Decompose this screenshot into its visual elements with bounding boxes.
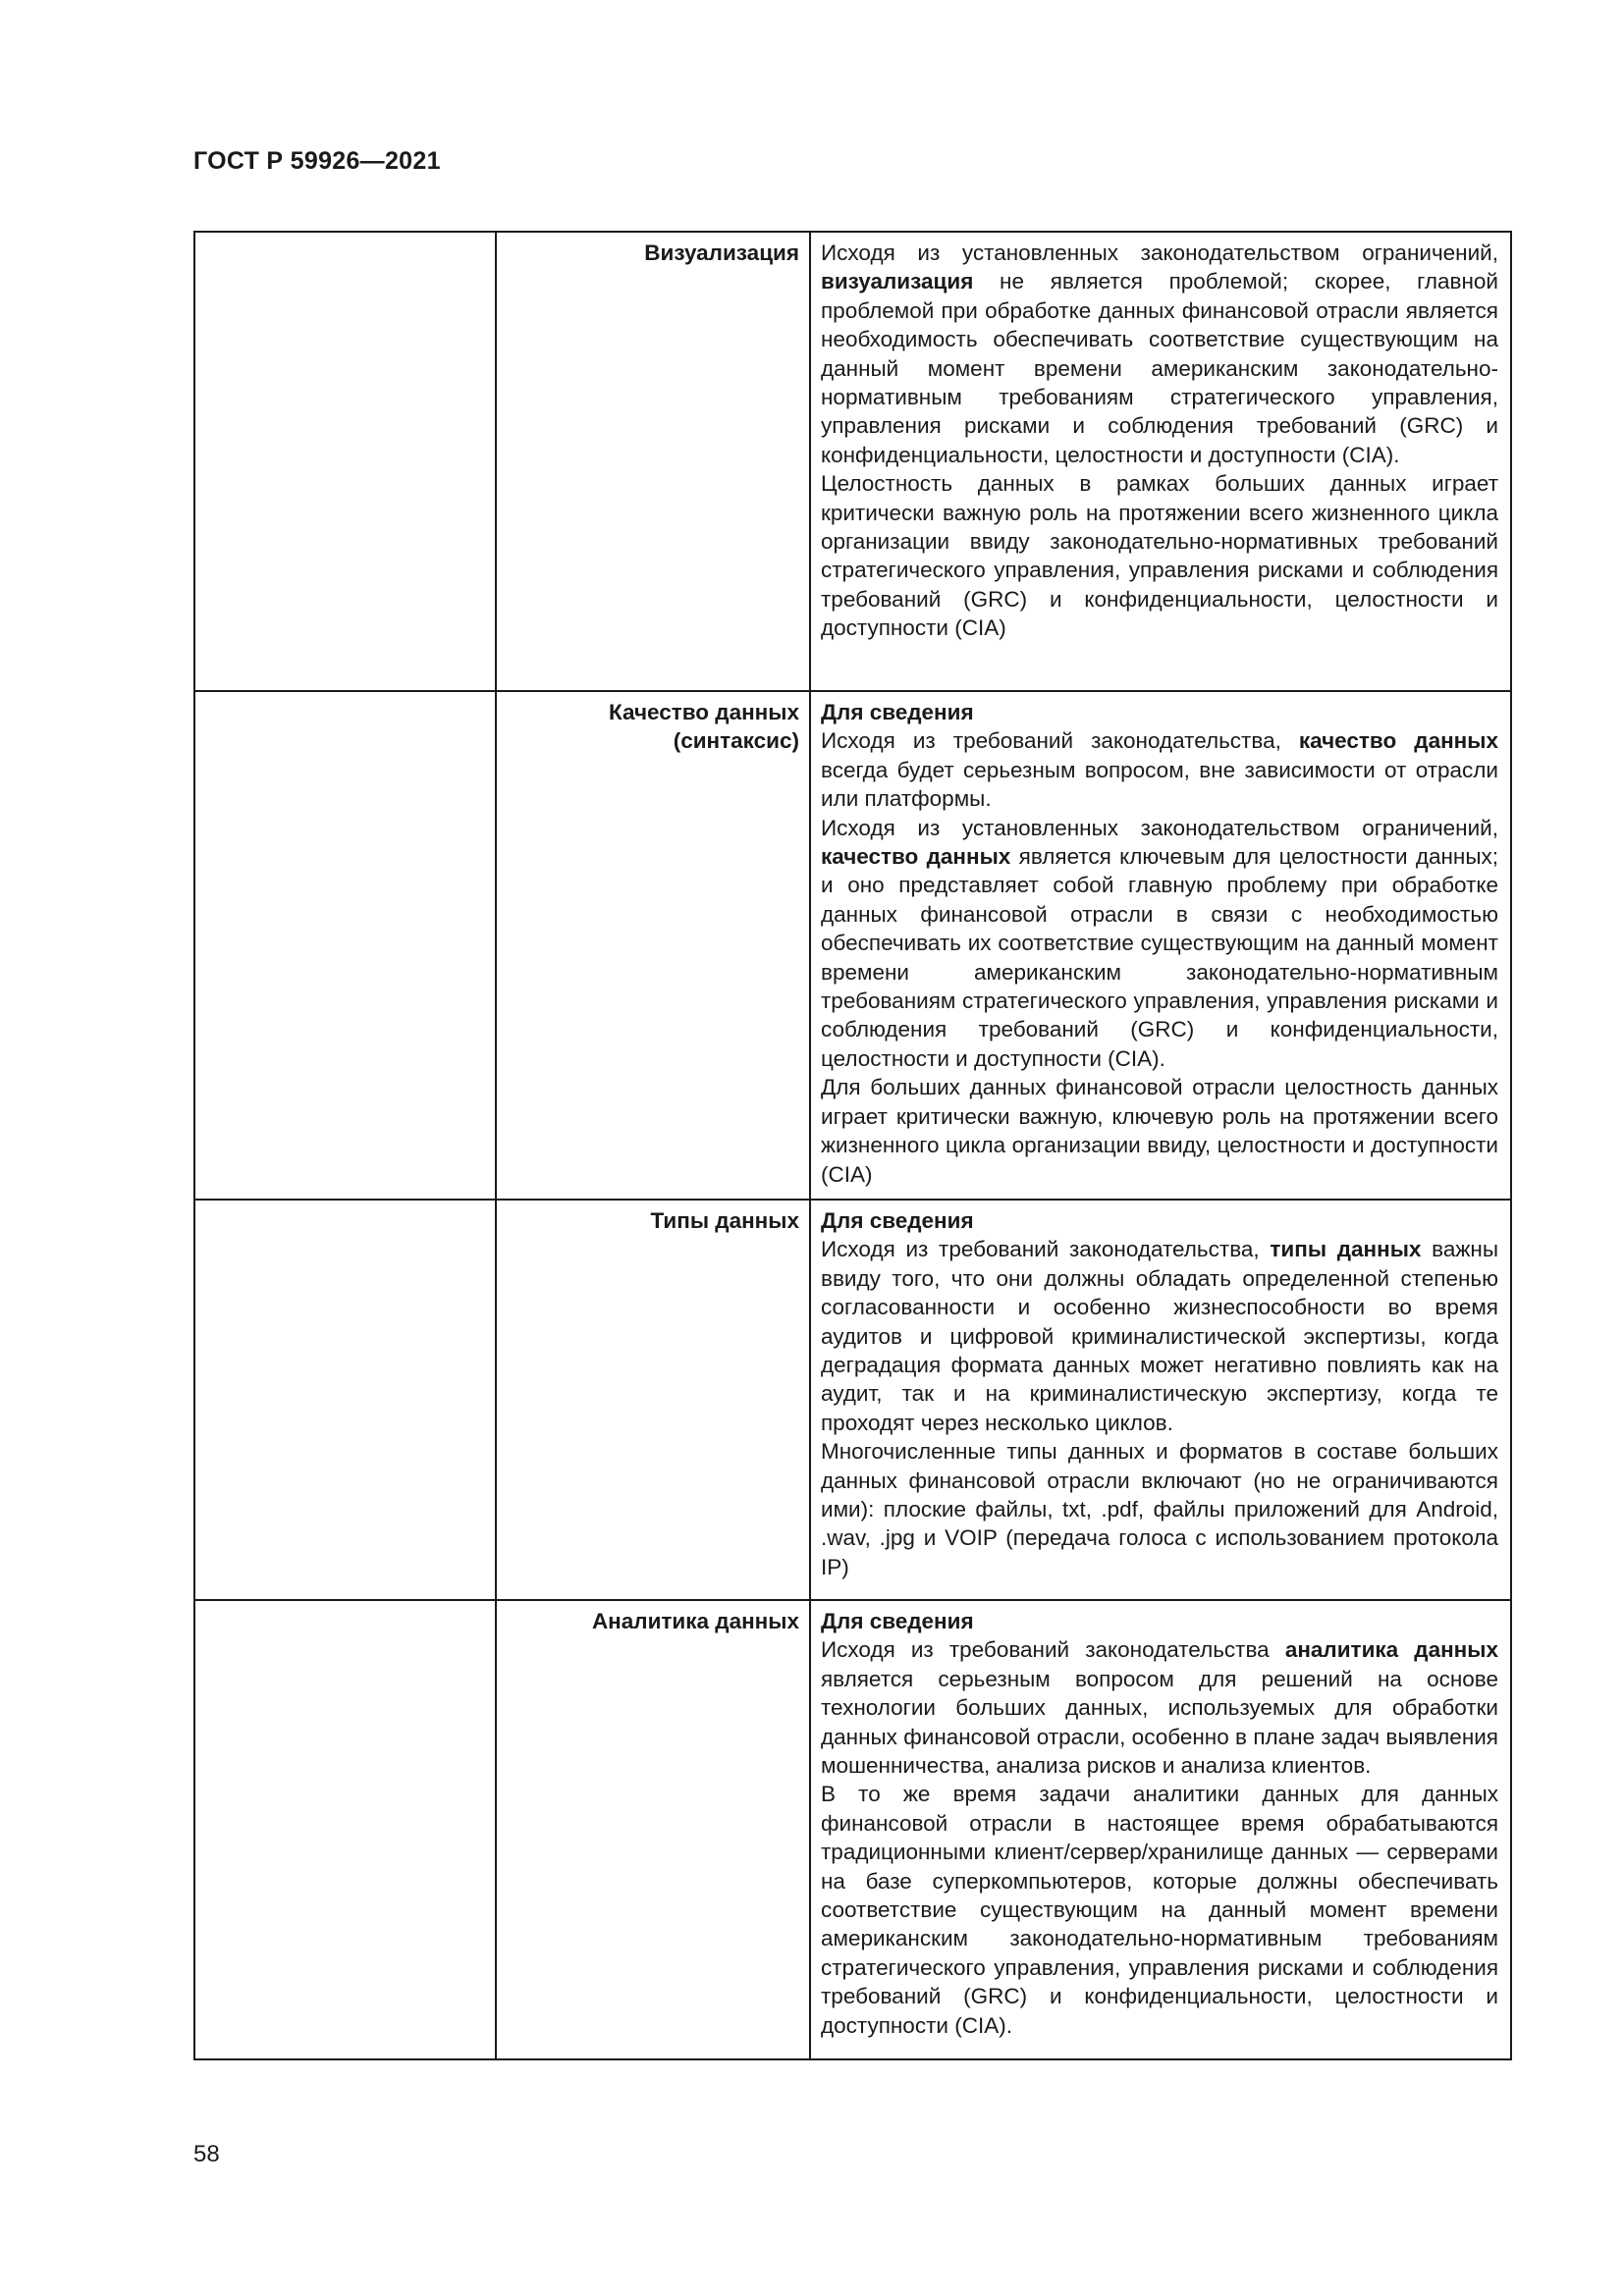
requirements-table [193, 231, 1512, 2060]
table-row [194, 691, 1511, 1200]
empty-cell [194, 691, 496, 1200]
empty-cell [194, 1600, 496, 2059]
category-label: Визуализация [644, 240, 799, 265]
paragraph: Исходя из требований законодательства, типы данных важны ввиду того, что они должны обладать определенной степенью согласованности и особенно жизнеспособности во время аудитов и цифровой криминалистической экспертизы, когда деградация формата данных может негативно повлиять как на аудит, так и на криминалистическую экспертизу, когда те проходят через несколько циклов. [821, 1237, 1498, 1435]
table-row [194, 232, 1511, 691]
empty-cell [194, 232, 496, 691]
document-header: ГОСТ Р 59926—2021 [193, 147, 441, 175]
category-cell [496, 1600, 810, 2059]
paragraph: Многочисленные типы данных и форматов в составе больших данных финансовой отрасли включают (но не ограничиваются ими): плоские файлы, txt, .pdf, файлы приложений для Android, .wav, .jpg и VOIP (передача голоса с использованием протокола IP) [821, 1439, 1498, 1579]
paragraph: Исходя из установленных законодательством ограничений, качество данных является ключевым для целостности данных; и оно представляет собой главную проблему при обработке данных финансовой отрасли в связи с необходимостью обеспечивать их соответствие существующим на данный момент времени американским законодательно-нормативным требованиям стратегического управления, управления рисками и соблюдения требований (GRC) и конфиденциальности, целостности и доступности (CIA). [821, 815, 1498, 1071]
paragraph: Исходя из требований законодательства, качество данных всегда будет серьезным вопросом, вне зависимости от отрасли или платформы. [821, 728, 1498, 812]
term-highlight: визуализация [821, 269, 974, 294]
category-cell [496, 691, 810, 1200]
description-cell [810, 1600, 1511, 2059]
term-highlight: качество данных [821, 844, 1011, 870]
term-highlight: аналитика данных [1284, 1637, 1498, 1663]
term-highlight: качество данных [1298, 728, 1498, 754]
note-lead: Для сведения [821, 700, 974, 724]
paragraph: В то же время задачи аналитики данных для данных финансовой отрасли в настоящее время обрабатываются традиционными клиент/сервер/хранилище данных — серверами на базе суперкомпьютеров, которые должны обеспечивать соответствие существующим на данный момент времени американским законодательно-нормативным требованиям стратегического управления, управления рисками и соблюдения требований (GRC) и конфиденциальности, целостности и доступности (CIA). [821, 1782, 1498, 2038]
table-row [194, 1600, 1511, 2059]
description-cell [810, 232, 1511, 691]
note-lead: Для сведения [821, 1208, 974, 1233]
table-row [194, 1200, 1511, 1600]
page-number: 58 [193, 2141, 220, 2167]
category-cell [496, 1200, 810, 1600]
category-label: Качество данных [608, 700, 799, 724]
category-label: Аналитика данных [591, 1609, 799, 1633]
term-highlight: типы данных [1270, 1237, 1422, 1262]
category-label: Типы данных [650, 1208, 799, 1233]
description-cell [810, 1200, 1511, 1600]
paragraph: Для больших данных финансовой отрасли целостность данных играет критически важную, ключевую роль на протяжении всего жизненного цикла организации ввиду, целостности и доступности (CIA) [821, 1075, 1498, 1187]
category-sublabel: (синтаксис) [673, 728, 799, 754]
paragraph: Исходя из требований законодательства аналитика данных является серьезным вопросом для решений на основе технологии больших данных, используемых для обработки данных финансовой отрасли, особенно в плане задач выявления мошенничества, анализа рисков и анализа клиентов. [821, 1637, 1498, 1779]
paragraph: Исходя из установленных законодательством ограничений, визуализация не является проблемой; скорее, главной проблемой при обработке данных финансовой отрасли является необходимость обеспечивать соответствие существующим на данный момент времени американским законодательно-нормативным требованиям стратегического управления, управления рисками и соблюдения требований (GRC) и конфиденциальности, целостности и доступности (CIA). [821, 240, 1498, 467]
category-cell [496, 232, 810, 691]
description-cell [810, 691, 1511, 1200]
paragraph: Целостность данных в рамках больших данных играет критически важную роль на протяжении всего жизненного цикла организации ввиду законодательно-нормативных требований стратегического управления, управления рисками и соблюдения требований (GRC) и конфиденциальности, целостности и доступности (CIA) [821, 471, 1498, 641]
empty-cell [194, 1200, 496, 1600]
note-lead: Для сведения [821, 1609, 974, 1633]
